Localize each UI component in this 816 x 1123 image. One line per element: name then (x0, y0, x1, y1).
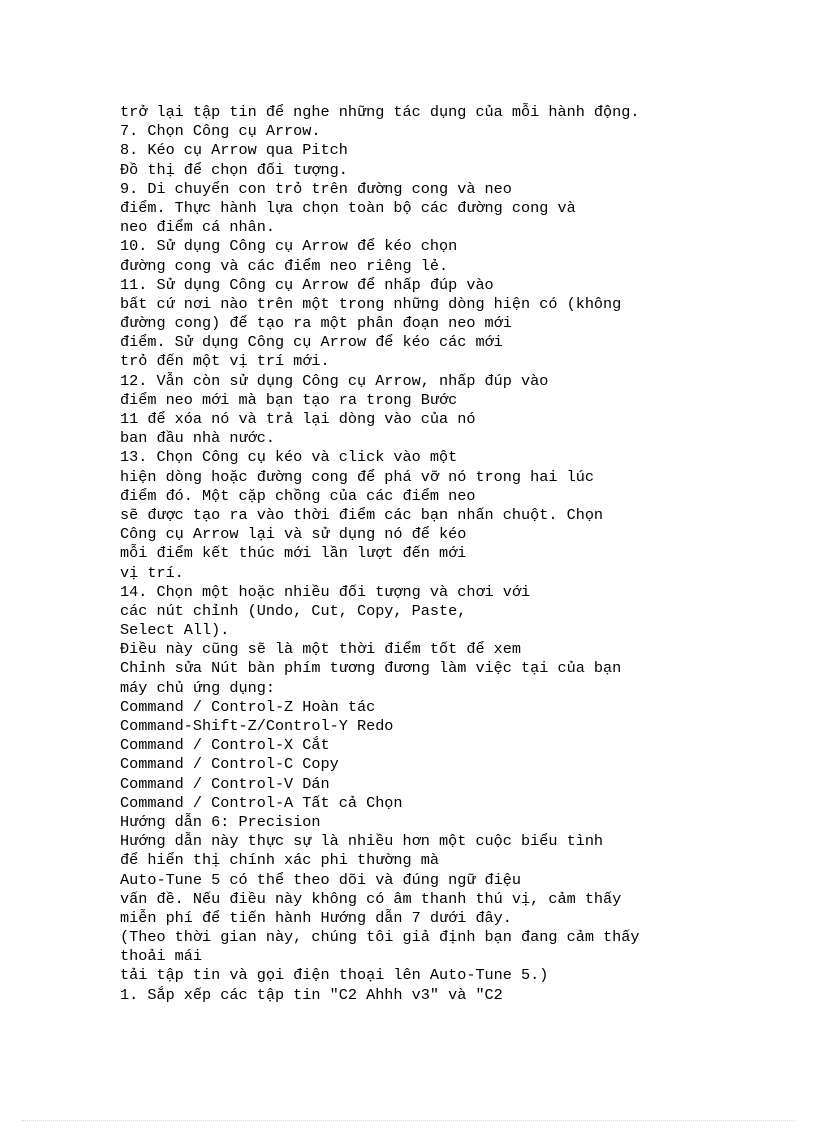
text-line: 11. Sử dụng Công cụ Arrow để nhấp đúp vào (120, 275, 494, 294)
text-line: 7. Chọn Công cụ Arrow. (120, 122, 321, 141)
text-line: trở lại tập tin để nghe những tác dụng của mỗi hành động. (120, 103, 640, 121)
text-line: Command / Control-A Tất cả Chọn (120, 793, 403, 812)
text-line: 12. Vẫn còn sử dụng Công cụ Arrow, nhấp đúp vào (120, 371, 549, 390)
text-line: để hiển thị chính xác phi thường mà (120, 851, 439, 870)
text-line: tải tập tin và gọi điện thoại lên Auto-Tune 5.) (120, 966, 549, 985)
text-line: 10. Sử dụng Công cụ Arrow để kéo chọn (120, 237, 458, 256)
text-line: bất cứ nơi nào trên một trong những dòng hiện có (không (120, 294, 622, 313)
text-line: điểm neo mới mà bạn tạo ra trong Bước (120, 390, 458, 409)
text-line: các nút chỉnh (Undo, Cut, Copy, Paste, (120, 601, 467, 620)
text-line: 13. Chọn Công cụ kéo và click vào một (120, 448, 458, 467)
text-line: Công cụ Arrow lại và sử dụng nó để kéo (120, 525, 467, 544)
text-line: Đồ thị để chọn đối tượng. (120, 160, 348, 179)
text-line: 9. Di chuyển con trỏ trên đường cong và neo (120, 179, 512, 198)
text-line: Điều này cũng sẽ là một thời điểm tốt để xem (120, 640, 522, 659)
text-line: máy chủ ứng dụng: (120, 678, 275, 697)
text-line: trỏ đến một vị trí mới. (120, 352, 330, 371)
text-line: thoải mái (120, 947, 203, 966)
text-line: vấn đề. Nếu điều này không có âm thanh thú vị, cảm thấy (120, 889, 622, 908)
text-line: đường cong) để tạo ra một phân đoạn neo mới (120, 314, 512, 333)
text-line: vị trí. (120, 563, 184, 582)
text-line: mỗi điểm kết thúc mới lần lượt đến mới (120, 544, 467, 563)
text-line: Command-Shift-Z/Control-Y Redo (120, 717, 394, 735)
text-line: (Theo thời gian này, chúng tôi giả định bạn đang cảm thấy (120, 928, 640, 947)
text-line: Command / Control-X Cắt (120, 736, 330, 755)
text-line: điểm đó. Một cặp chồng của các điểm neo (120, 486, 476, 505)
text-line: miễn phí để tiến hành Hướng dẫn 7 dưới đây. (120, 908, 512, 927)
text-line: Command / Control-C Copy (120, 755, 339, 774)
text-line: neo điểm cá nhân. (120, 218, 275, 237)
text-line: ban đầu nhà nước. (120, 429, 275, 448)
text-line: Hướng dẫn này thực sự là nhiều hơn một cuộc biểu tình (120, 832, 604, 851)
text-line: đường cong và các điểm neo riêng lẻ. (120, 256, 449, 275)
text-line: Command / Control-Z Hoàn tác (120, 697, 376, 716)
text-line: 8. Kéo cụ Arrow qua Pitch (120, 141, 348, 160)
text-line: điểm. Sử dụng Công cụ Arrow để kéo các mới (120, 333, 503, 352)
text-line: Hướng dẫn 6: Precision (120, 812, 321, 831)
text-line: 1. Sắp xếp các tập tin "C2 Ahhh v3" và "C2 (120, 985, 503, 1004)
text-line: hiện dòng hoặc đường cong để phá vỡ nó trong hai lúc (120, 467, 594, 486)
document-body (120, 103, 800, 1005)
text-line: 14. Chọn một hoặc nhiều đối tượng và chơi với (120, 582, 531, 601)
text-line: Chỉnh sửa Nút bàn phím tương đương làm việc tại của bạn (120, 659, 622, 678)
text-line: điểm. Thực hành lựa chọn toàn bộ các đường cong và (120, 198, 576, 217)
page-bottom-divider (22, 1120, 794, 1121)
text-line: Select All). (120, 621, 230, 640)
text-line: 11 để xóa nó và trả lại dòng vào của nó (120, 410, 476, 428)
text-line: Command / Control-V Dán (120, 774, 330, 793)
text-line: sẽ được tạo ra vào thời điểm các bạn nhấn chuột. Chọn (120, 505, 604, 524)
text-line: Auto-Tune 5 có thể theo dõi và đúng ngữ điệu (120, 870, 522, 889)
